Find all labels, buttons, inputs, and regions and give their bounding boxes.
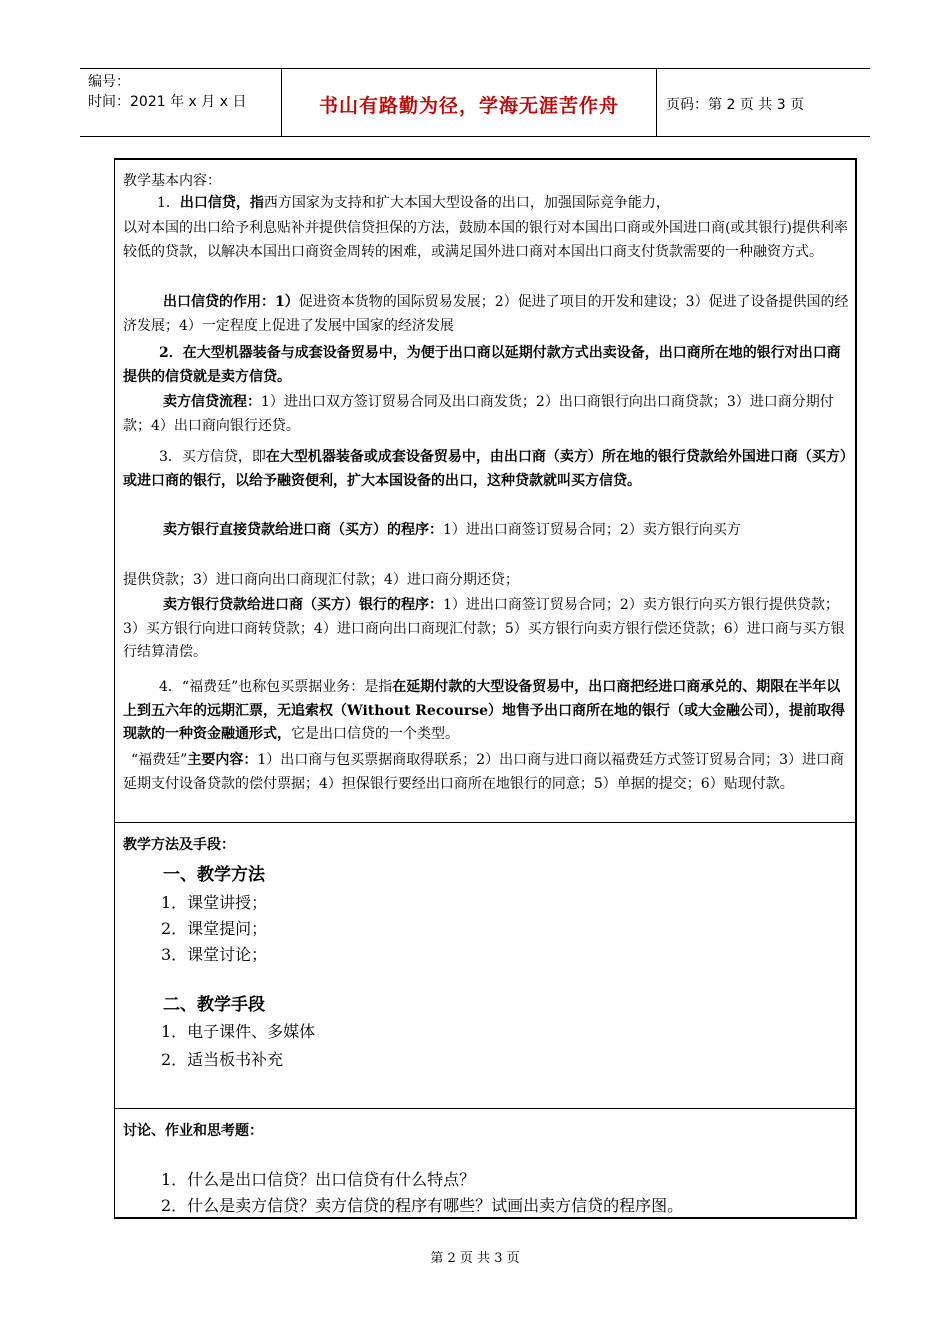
header-page-label: 页码：第 2 页 共 3 页 bbox=[666, 97, 805, 113]
paragraph-seller-credit-flow bbox=[123, 391, 849, 438]
paragraph-export-credit-cont: 以对本国的出口给予利息贴补并提供信贷担保的方法，鼓励本国的银行对本国出口商或外国进口商(或其银行)提供利率较低的贷款，以解决本国出口商资金周转的困难，或满足国外进口商对本国出口商支付货款需要的一种融资方式。 bbox=[123, 220, 848, 260]
list-item: 1．电子课件、多媒体 bbox=[161, 1022, 316, 1041]
list-item: 2．课堂提问； bbox=[161, 919, 268, 938]
p4-bold: 卖方信贷流程： bbox=[163, 394, 261, 410]
methods-title: 教学方法及手段： bbox=[123, 837, 235, 853]
p5-bold: 在大型机器装备或成套设备贸易中，由出口商（卖方）所在地的银行贷款给外国进口商（买方）或进口商的银行，以给予融资便利，扩大本国设备的出口，这种贷款就叫买方信贷。 bbox=[123, 449, 847, 489]
p1-rest: 西方国家为支持和扩大本国大型设备的出口，加强国际竞争能力， bbox=[263, 195, 670, 211]
p2-rest: 促进资本货物的国际贸易发展；2）促进了项目的开发和建设；3）促进了设备提供国的经济发展；4）一定程度上促进了发展中国家的经济发展 bbox=[123, 294, 849, 334]
p5-lead: 3．买方信贷，即 bbox=[159, 449, 266, 465]
p7-bold: 卖方银行贷款给进口商（买方）银行的程序： bbox=[163, 597, 443, 613]
p8-rest: 它是出口信贷的一个类型。 bbox=[291, 726, 459, 742]
date-label: 时间：2021 年 x 月 x 日 bbox=[88, 94, 247, 110]
content-title: 教学基本内容： bbox=[123, 173, 221, 189]
paragraph-bank-loan bbox=[123, 594, 849, 665]
methods-heading: 一、教学方法 bbox=[163, 865, 265, 885]
list-item: 1．什么是出口信贷？出口信贷有什么特点？ bbox=[161, 1170, 476, 1189]
p4-rest: 1）进出口双方签订贸易合同及出口商发货；2）出口商银行向出口商贷款；3）进口商分期付款；4）出口商向银行还贷。 bbox=[123, 394, 834, 434]
page-footer: 第 2 页 共 3 页 bbox=[430, 1251, 520, 1266]
lesson-table bbox=[114, 158, 857, 1219]
paragraph-export-credit bbox=[123, 192, 849, 216]
paragraph-seller-credit: 2．在大型机器装备与成套设备贸易中，为便于出口商以延期付款方式出卖设备，出口商所在地的银行对出口商提供的信贷就是卖方信贷。 bbox=[123, 345, 841, 385]
p7-rest: 1）进出口商签订贸易合同；2）卖方银行向买方银行提供贷款；3）买方银行向进口商转贷款；4）进口商向出口商现汇付款；5）买方银行向卖方银行偿还贷款；6）进口商与买方银行结算清偿。 bbox=[123, 597, 845, 660]
p8-lead: 4．“福费廷”也称包买票据业务：是指 bbox=[159, 679, 393, 695]
paragraph-direct-loan bbox=[163, 519, 849, 543]
paragraph-export-credit-role bbox=[123, 291, 849, 338]
page-header bbox=[80, 68, 870, 137]
content-section bbox=[115, 160, 855, 823]
list-item: 3．课堂讨论； bbox=[161, 945, 268, 964]
p2-bold: 出口信贷的作用：1） bbox=[163, 294, 299, 310]
p1-bold: 出口信贷，指 bbox=[179, 195, 264, 211]
p8-bold: 在延期付款的大型设备贸易中，出口商把经进口商承兑的、期限在半年以上到五六年的远期汇票，无追索权（Without Recourse）地售予出口商所在地的银行（或大金融公司），提前取得现款的一种资金融通形式， bbox=[123, 679, 846, 742]
header-motto: 书山有路勤为径，学海无涯苦作舟 bbox=[318, 95, 619, 117]
p6-bold: 卖方银行直接贷款给进口商（买方）的程序： bbox=[163, 522, 443, 538]
paragraph-forfaiting bbox=[123, 676, 849, 747]
number-label: 编号： bbox=[88, 74, 130, 90]
p6-rest: 1）进出口商签订贸易合同；2）卖方银行向买方 bbox=[443, 522, 741, 538]
homework-section bbox=[115, 1108, 855, 1217]
list-item: 1．课堂讲授； bbox=[161, 893, 268, 912]
list-item: 2．什么是卖方信贷？卖方信贷的程序有哪些？试画出卖方信贷的程序图。 bbox=[161, 1196, 684, 1215]
means-heading: 二、教学手段 bbox=[163, 995, 265, 1015]
p9-lead: “福费廷” bbox=[131, 752, 188, 768]
methods-section bbox=[115, 822, 855, 1109]
header-divider bbox=[656, 69, 657, 136]
paragraph-direct-loan-cont: 提供贷款；3）进口商向出口商现汇付款；4）进口商分期还贷； bbox=[123, 572, 519, 588]
header-left-cell bbox=[88, 72, 246, 112]
paragraph-forfaiting-content bbox=[123, 749, 849, 796]
paragraph-buyer-credit bbox=[123, 446, 849, 493]
list-item: 2．适当板书补充 bbox=[161, 1050, 284, 1069]
p9-rest: 1）出口商与包买票据商取得联系；2）出口商与进口商以福费廷方式签订贸易合同；3）进口商延期支付设备贷款的偿付票据；4）担保银行要经出口商所在地银行的同意；5）单据的提交；6）贴现付款。 bbox=[123, 752, 845, 792]
homework-title: 讨论、作业和思考题： bbox=[123, 1123, 263, 1139]
p1-lead: 1． bbox=[157, 195, 180, 211]
p9-bold: 主要内容： bbox=[187, 752, 258, 768]
